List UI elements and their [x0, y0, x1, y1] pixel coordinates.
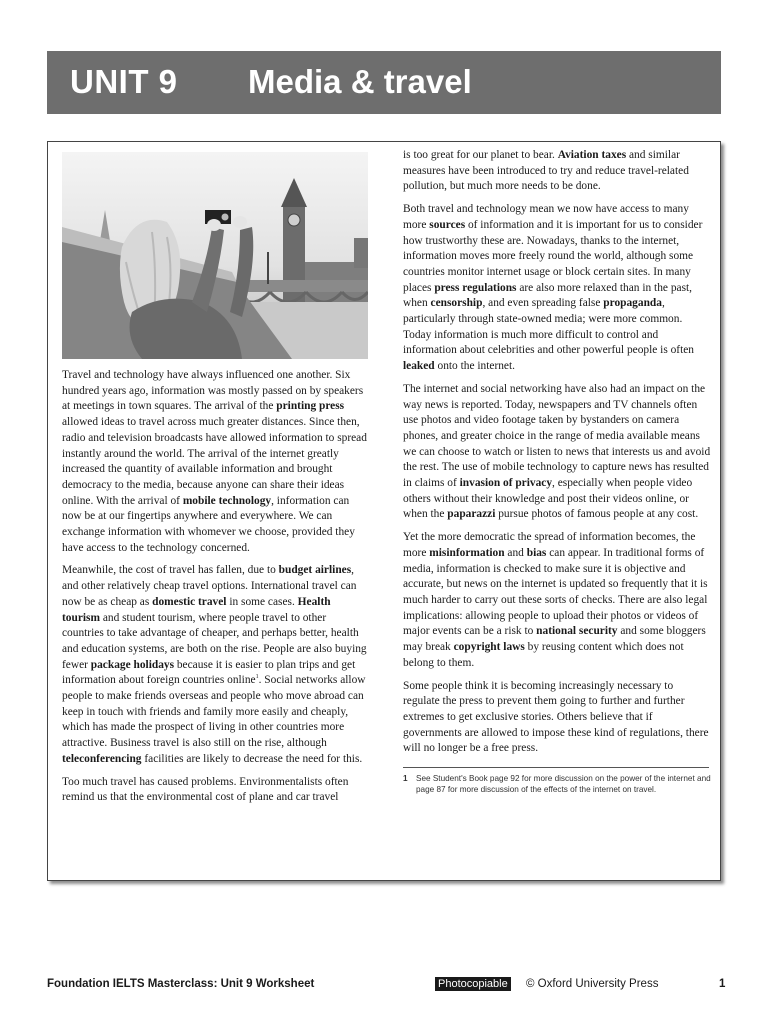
key-term: censorship [430, 297, 483, 310]
unit-title: Media & travel [248, 63, 472, 100]
london-photo [62, 152, 368, 359]
key-term: printing press [276, 400, 345, 413]
paragraph-cost-of-travel: Meanwhile, the cost of travel has fallen, due to budget airlines, and other relatively cheap travel options. International travel can now be as cheap as domestic travel in some cases. Health tourism and student tourism, where people travel to other countries to take advantage of cheaper, and perhaps better, health and education systems, are both on the rise. People are also buying fewer package holidays because it is easier to plan trips and get information about foreign countries online$^1$. Social networks allow people to make friends overseas and people who move abroad can keep in touch with friends and family more easily and cheaply, which has made the prospect of living in other countries more attractive. Business travel is also still on the rise, although teleconferencing facilities are likely to decrease the need for this. [62, 564, 367, 765]
paragraph-sources: Both travel and technology mean we now have access to many more sources of information and it is important for us to consider how trustworthy these are. Nowadays, thanks to the internet, information moves more freely round the world, although some countries monitor internet usage or block certain sites. In many places press regulations are also more relaxed than in the past, when censorship, and even spreading false propaganda, particularly through state-owned media; were more common. Today information is much more difficult to control and information about celebrities and other powerful people is often leaked onto the internet. [403, 203, 703, 373]
footer-publisher: © Oxford University Press [526, 978, 659, 990]
footnote-ref: 1 [255, 674, 259, 681]
footnote-divider [403, 767, 709, 768]
left-column [62, 368, 368, 813]
key-term: copyright laws [453, 641, 525, 654]
key-term: paparazzi [447, 508, 496, 521]
paragraph-news-reporting: The internet and social networking have also had an impact on the way news is reported. Today, newspapers and TV channels often use photos and video footage taken by bystanders on camera phones, and greater choice in the range of media available means we can choose to watch or listen to news that interests us and avoid the rest. The use of mobile technology to capture news has resulted in claims of invasion of privacy, especially when people video others without their knowledge and post their videos online, or when the paparazzi pursue photos of famous people at any cost. [403, 382, 711, 521]
key-term: budget airlines [278, 564, 352, 577]
footnote-number: 1 [403, 774, 408, 784]
key-term: press regulations [434, 281, 517, 294]
key-term: teleconferencing [62, 752, 142, 765]
page-number: 1 [719, 978, 726, 990]
key-term: mobile technology [182, 494, 272, 507]
paragraph-regulation: Some people think it is becoming increasingly necessary to regulate the press to prevent them going to further and further extremes to get exclusive stories. Others believe that if governments are allowed to impose these kind of regulations, there will no longer be a free press. [403, 679, 709, 755]
worksheet-frame [47, 141, 721, 881]
key-term: Aviation taxes [557, 149, 627, 161]
key-term: Health tourism [62, 595, 331, 624]
paragraph-problems: Too much travel has caused problems. Environmentalists often remind us that the environmental cost of plane and car travel [62, 775, 349, 804]
paragraph-history: Travel and technology have always influenced one another. Six hundred years ago, information was mostly passed on by speakers at meetings in town squares. The arrival of the printing press allowed ideas to travel across much greater distances. Since then, radio and television broadcasts have allowed information to spread instantly around the world. The arrival of the internet greatly increased the quantity of available information and brought democracy to the media, because anyone can share their ideas online. With the arrival of mobile technology, information can now be at our fingertips anywhere and everywhere. We can exchange information with whomever we choose, provided they have access to the technology concerned. [62, 369, 367, 554]
key-term: invasion of privacy [459, 477, 553, 490]
key-term: bias [526, 546, 547, 559]
key-term: national security [536, 625, 618, 638]
paragraph-misinformation: Yet the more democratic the spread of information becomes, the more misinformation and bias can appear. In traditional forms of media, information is checked to make sure it is objective and accurate, but news on the internet is updated so frequently that it is much harder to carry out these sorts of checks. There are also legal implications: allowing people to upload their photos or videos of major events can be a risk to national security and some bloggers may break copyright laws by reusing content which does not belong to them. [403, 531, 708, 669]
paragraph-environment: is too great for our planet to bear. Aviation taxes and similar measures have been introduced to try and reduce travel-related pollution, but much more needs to be done. [403, 149, 689, 193]
photocopiable-badge: Photocopiable [435, 977, 511, 991]
key-term: leaked [403, 360, 435, 373]
unit-number: UNIT 9 [70, 63, 178, 100]
key-term: propaganda [603, 297, 662, 310]
key-term: misinformation [429, 546, 505, 559]
key-term: sources [429, 218, 466, 231]
london-photo-illustration [62, 152, 368, 359]
key-term: package holidays [90, 658, 175, 671]
key-term: domestic travel [152, 595, 227, 608]
footnote [403, 773, 711, 795]
unit-banner [47, 51, 721, 114]
footer-worksheet-title: Foundation IELTS Masterclass: Unit 9 Worksheet [47, 978, 315, 990]
right-column [403, 148, 711, 795]
footnote-text: See Student's Book page 92 for more discussion on the power of the internet and page 87 for more discussion of the effects of the internet on travel. [416, 774, 711, 795]
